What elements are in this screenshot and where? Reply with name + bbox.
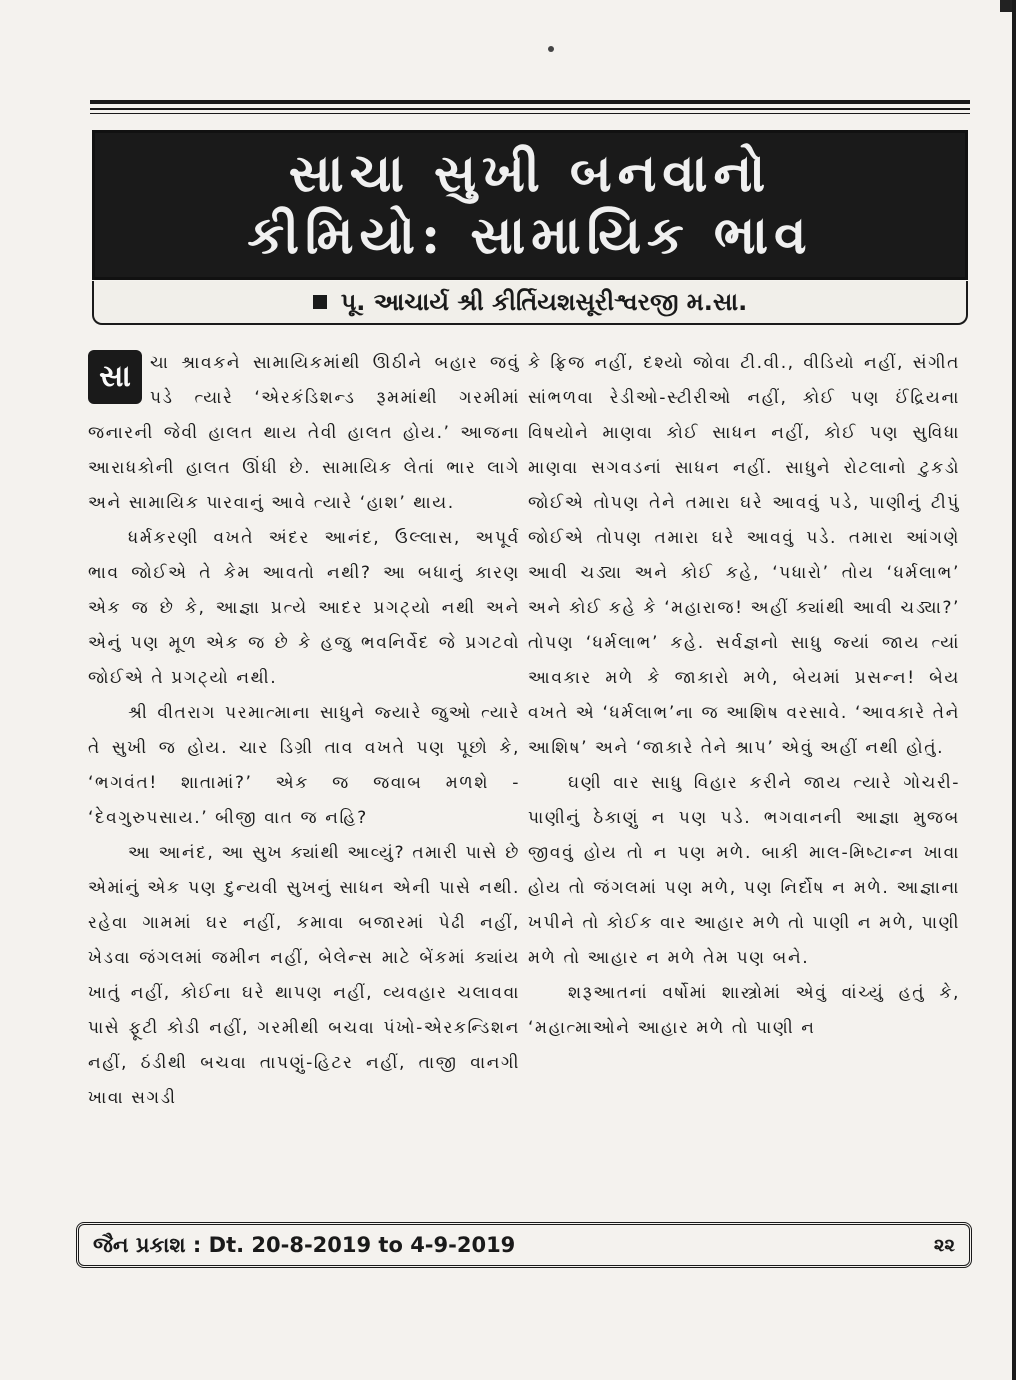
paragraph-4: આ આનંદ, આ સુખ ક્યાંથી આવ્યું? તમારી પાસે છે એમાંનું એક પણ દુન્યવી સુખનું સાધન એની પાસે નથી. રહેવા ગામમાં ઘર નહીં, કમાવા બજારમાં પેઢી નહીં, ખેડવા જંગલમાં જમીન નહીં, બેલેન્સ માટે બેંકમાં ક્યાંય ખાતું નહીં, કોઈના ઘરે થાપણ નહીં, વ્યવહાર ચલાવવા પાસે ફૂટી કોડી નહીં, ગરમીથી બચવા પંખો-એરકન્ડિશન નહીં, ઠંડીથી બચવા તાપણું-હિટર નહીં, તાજી વાનગી ખાવા સગડી — [88, 843, 520, 1108]
paragraph-1-text: ચા શ્રાવકને સામાયિકમાંથી ઊઠીને બહાર જવું પડે ત્યારે ‘એરકંડિશન્ડ રૂમમાંથી ગરમીમાં જનારની જેવી હાલત થાય તેવી હાલત હોય.’ આજના આરાધકોની હાલત ઊંધી છે. સામાયિક લેતાં ભાર લાગે અને સામાયિક પારવાનું આવે ત્યારે ‘હાશ’ થાય. — [88, 353, 520, 513]
author-byline — [92, 281, 968, 325]
paragraph-1 — [88, 346, 520, 521]
paragraph-2: ધર્મકરણી વખતે અંદર આનંદ, ઉલ્લાસ, અપૂર્વ ભાવ જોઈએ તે કેમ આવતો નથી? આ બધાનું કારણ એક જ છે કે, આજ્ઞા પ્રત્યે આદર પ્રગટ્યો નથી અને એનું પણ મૂળ એક જ છે કે હજુ ભવનિર્વેદ જે પ્રગટવો જોઈએ તે પ્રગટ્યો નથી. — [88, 528, 520, 688]
title-line-2: કીમિયો: સામાયિક ભાવ — [247, 205, 813, 266]
drop-cap: સા — [88, 350, 142, 404]
footer — [76, 1222, 972, 1268]
right-column — [528, 346, 960, 1208]
publication-info: જૈન પ્રકાશ : Dt. 20-8-2019 to 4-9-2019 — [93, 1232, 516, 1257]
title-banner — [92, 130, 968, 280]
page-edge — [1012, 0, 1016, 1380]
title-line-1: સાચા સુખી બનવાનો — [288, 143, 772, 204]
left-column — [88, 346, 520, 1208]
paragraph-7: શરૂઆતનાં વર્ષોમાં શાસ્ત્રોમાં એવું વાંચ્યું હતું કે, ‘મહાત્માઓને આહાર મળે તો પાણી ન — [528, 983, 960, 1038]
author-name: પૂ. આચાર્ય શ્રી કીર્તિયશસૂરીશ્વરજી મ.સા. — [340, 288, 748, 316]
paragraph-5: કે ફ્રિજ નહીં, દશ્યો જોવા ટી.વી., વીડિયો નહીં, સંગીત સાંભળવા રેડીઓ-સ્ટીરીઓ નહીં, કોઈ પણ ઈંદ્રિયના વિષયોને માણવા કોઈ સાધન નહીં, કોઈ પણ સુવિધા માણવા સગવડનાં સાધન નહીં. સાધુને રોટલાનો ટુકડો જોઈએ તોપણ તેને તમારા ઘરે આવવું પડે, પાણીનું ટીપું જોઈએ તોપણ તમારા ઘરે આવવું પડે. તમારા આંગણે આવી ચડ્યા અને કોઈ કહે, ‘પધારો’ તોય ‘ધર્મલાભ’ અને કોઈ કહે કે ‘મહારાજ! અહીં ક્યાંથી આવી ચડ્યા?’ તોપણ ‘ધર્મલાભ’ કહે. સર્વજ્ઞનો સાધુ જ્યાં જાય ત્યાં આવકાર મળે કે જાકારો મળે, બેયમાં પ્રસન્ન! બેય વખતે એ ‘ધર્મલાભ’ના જ આશિષ વરસાવે. ‘આવકારે તેને આશિષ’ અને ‘જાકારે તેને શ્રાપ’ એવું અહીં નથી હોતું. — [528, 353, 960, 758]
page-number: ૨૨ — [933, 1234, 955, 1256]
header-rule-medium — [90, 108, 970, 110]
paragraph-3: શ્રી વીતરાગ પરમાત્માના સાધુને જ્યારે જુઓ ત્યારે તે સુખી જ હોય. ચાર ડિગ્રી તાવ વખતે પણ પૂછો કે, ‘ભગવંત! શાતામાં?’ એક જ જવાબ મળશે - ‘દેવગુરુપસાય.’ બીજી વાત જ નહિ? — [88, 703, 520, 828]
ink-dot — [548, 46, 554, 52]
corner-mark — [1000, 0, 1012, 12]
square-bullet-icon — [313, 295, 327, 309]
header-rule-thin — [90, 113, 970, 114]
header-rule-thick — [90, 100, 970, 104]
paragraph-6: ઘણી વાર સાધુ વિહાર કરીને જાય ત્યારે ગોચરી-પાણીનું ઠેકાણું ન પણ પડે. ભગવાનની આજ્ઞા મુજબ જીવવું હોય તો ન પણ મળે. બાકી માલ-મિષ્ટાન્ન ખાવા હોય તો જંગલમાં પણ મળે, પણ નિર્દોષ ન મળે. આજ્ઞાના ખપીને તો કોઈક વાર આહાર મળે તો પાણી ન મળે, પાણી મળે તો આહાર ન મળે તેમ પણ બને. — [528, 773, 960, 968]
